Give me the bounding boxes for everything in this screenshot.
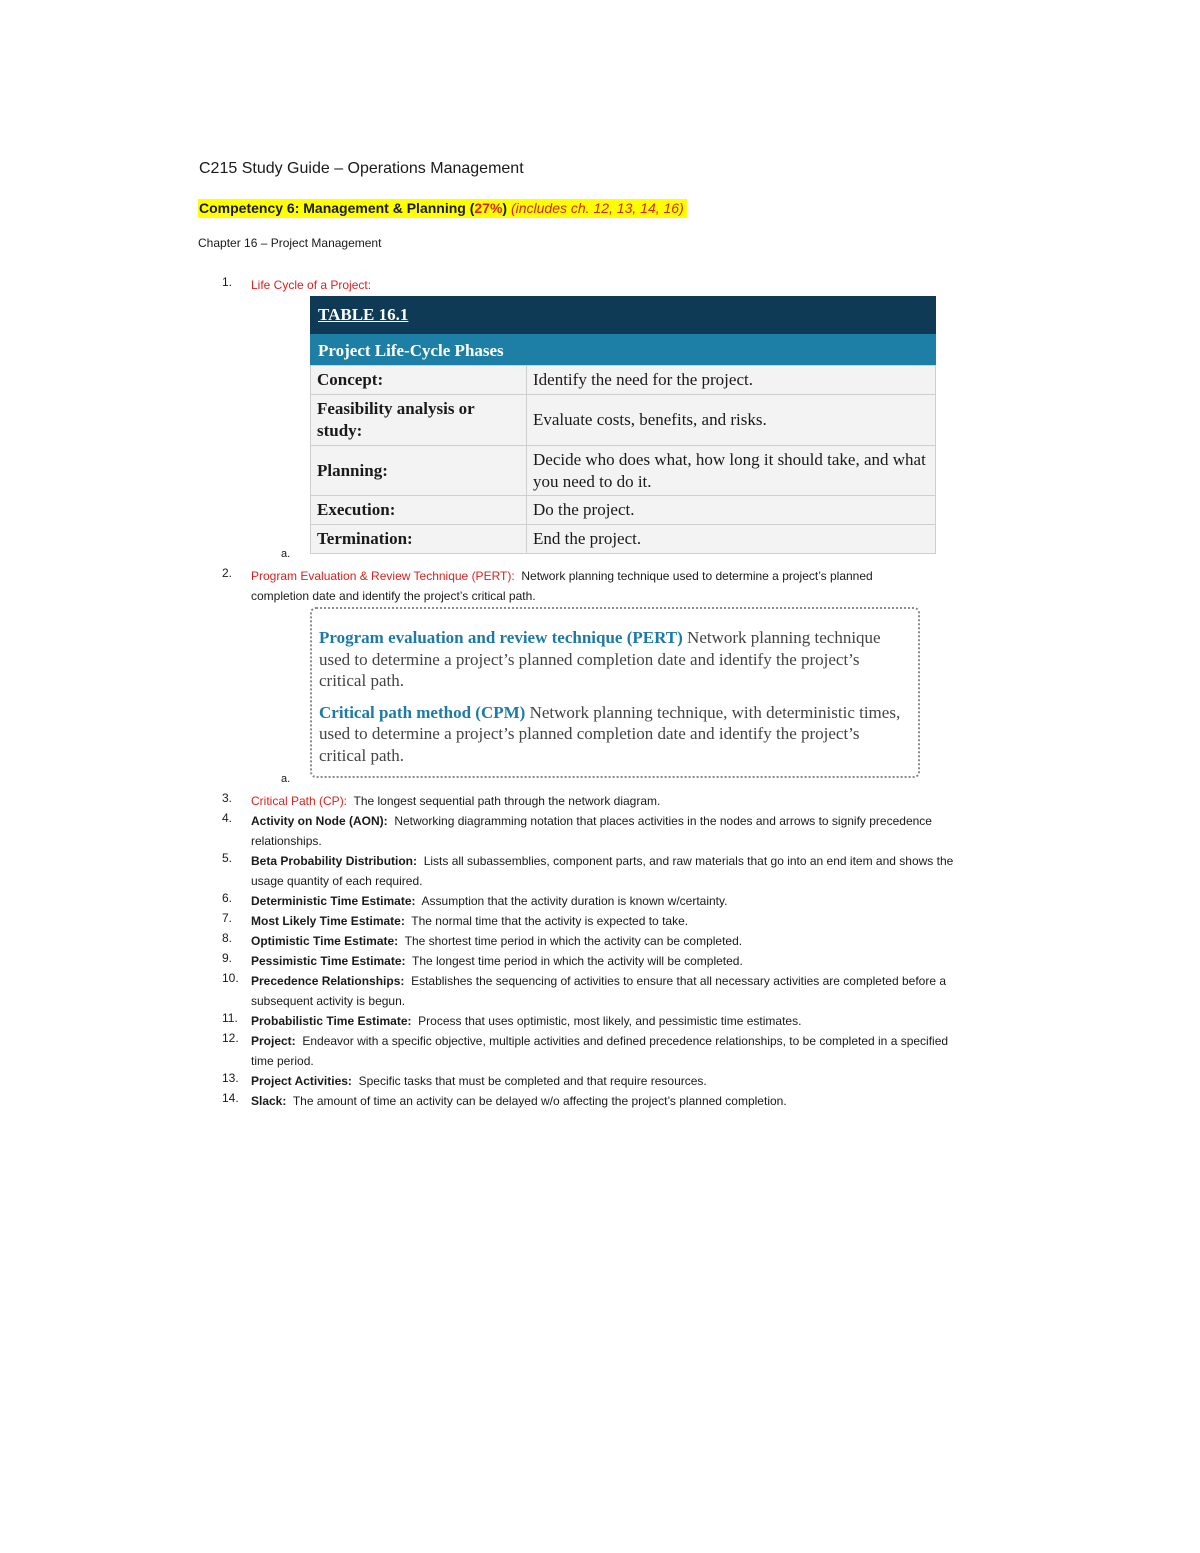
item-term: Probabilistic Time Estimate: — [251, 1014, 412, 1028]
item-number: 7. — [222, 911, 233, 925]
item-definition: Specific tasks that must be completed and that require resources. — [358, 1074, 707, 1088]
list-item — [251, 566, 926, 606]
item-definition: The shortest time period in which the activity can be completed. — [404, 934, 743, 948]
definition-text: Network planning technique, with deterministic times, used to determine a project’s planned completion date and identify the project’s critical path. — [319, 702, 901, 765]
phase-description: End the project. — [527, 525, 936, 554]
list-item — [251, 1011, 961, 1031]
item-number: 12. — [222, 1031, 239, 1045]
item-term: Critical Path (CP): — [251, 794, 348, 808]
table-label: TABLE 16.1 — [318, 305, 409, 324]
competency-heading — [198, 200, 687, 216]
phase-table — [310, 365, 936, 554]
item-number: 5. — [222, 851, 233, 865]
list-item — [251, 971, 961, 1011]
list-item — [251, 1031, 961, 1071]
list-item — [251, 1071, 961, 1091]
item-term: Life Cycle of a Project: — [251, 278, 372, 292]
item-number: 10. — [222, 971, 239, 985]
definition-paragraph — [319, 627, 910, 692]
list-item — [251, 275, 911, 295]
item-definition: The amount of time an activity can be delayed w/o affecting the project’s planned completion. — [292, 1094, 787, 1108]
item-number: 3. — [222, 791, 233, 805]
item-term: Activity on Node (AON): — [251, 814, 388, 828]
item-definition: Networking diagramming notation that places activities in the nodes and arrows to signify precedence relationships. — [251, 814, 932, 848]
list-item — [251, 951, 961, 971]
item-number: 4. — [222, 811, 233, 825]
phase-name: Termination: — [311, 525, 527, 554]
competency-includes: (includes ch. 12, 13, 14, 16) — [510, 200, 684, 216]
item-definition: Network planning technique used to determine a project’s planned completion date and identify the project’s critical path. — [251, 569, 873, 603]
item-term: Pessimistic Time Estimate: — [251, 954, 406, 968]
table-row — [311, 395, 936, 446]
item-number: 6. — [222, 891, 233, 905]
phase-description: Decide who does what, how long it should take, and what you need to do it. — [527, 446, 936, 496]
phase-name: Planning: — [311, 446, 527, 496]
sub-item-label: a. — [281, 773, 291, 785]
item-number: 2. — [222, 566, 233, 580]
item-term: Beta Probability Distribution: — [251, 854, 418, 868]
item-definition: The longest time period in which the activity will be completed. — [411, 954, 743, 968]
competency-label: Competency 6: Management & Planning ( — [199, 200, 475, 216]
item-term: Optimistic Time Estimate: — [251, 934, 399, 948]
item-term: Precedence Relationships: — [251, 974, 405, 988]
list-item — [251, 811, 961, 851]
item-number: 14. — [222, 1091, 239, 1105]
item-number: 9. — [222, 951, 233, 965]
item-definition: Endeavor with a specific objective, multiple activities and defined precedence relationships, to be completed in a specified time period. — [251, 1034, 949, 1068]
competency-close: ) — [502, 200, 508, 216]
competency-highlight — [198, 199, 687, 218]
sub-item-label: a. — [281, 548, 291, 560]
definitions-box — [310, 607, 920, 778]
list-item — [251, 1091, 961, 1111]
phase-description: Evaluate costs, benefits, and risks. — [527, 395, 936, 446]
phase-description: Do the project. — [527, 496, 936, 525]
table-label-bar — [310, 296, 936, 334]
table-row — [311, 366, 936, 395]
item-definition: Lists all subassemblies, component parts, and raw materials that go into an end item and shows the usage quantity of each required. — [251, 854, 954, 888]
table-16-1 — [310, 296, 936, 554]
list-item — [251, 791, 961, 811]
item-definition: Process that uses optimistic, most likely, and pessimistic time estimates. — [418, 1014, 802, 1028]
item-term: Project Activities: — [251, 1074, 352, 1088]
item-number: 1. — [222, 275, 233, 289]
list-item — [251, 851, 961, 891]
competency-percent: 27% — [474, 200, 503, 216]
definition-text: Network planning technique used to determine a project’s planned completion date and identify the project’s critical path. — [319, 628, 881, 690]
list-item — [251, 911, 961, 931]
item-definition: Assumption that the activity duration is known w/certainty. — [421, 894, 728, 908]
item-term: Slack: — [251, 1094, 287, 1108]
table-row — [311, 525, 936, 554]
chapter-heading: Chapter 16 – Project Management — [198, 236, 382, 250]
table-heading: Project Life-Cycle Phases — [310, 334, 936, 365]
definition-term: Program evaluation and review technique (PERT) — [319, 628, 683, 647]
list-item — [251, 891, 961, 911]
phase-name: Concept: — [311, 366, 527, 395]
item-definition: The longest sequential path through the network diagram. — [353, 794, 661, 808]
item-number: 13. — [222, 1071, 239, 1085]
item-term: Project: — [251, 1034, 296, 1048]
list-item — [251, 931, 961, 951]
item-term: Most Likely Time Estimate: — [251, 914, 405, 928]
definition-paragraph — [319, 702, 910, 767]
definition-term: Critical path method (CPM) — [319, 702, 526, 722]
document-title: C215 Study Guide – Operations Management — [199, 160, 524, 177]
phase-description: Identify the need for the project. — [527, 366, 936, 395]
phase-name: Feasibility analysis or study: — [311, 395, 527, 446]
item-definition: Establishes the sequencing of activities to ensure that all necessary activities are completed before a subsequent activity is begun. — [251, 974, 947, 1008]
item-definition: The normal time that the activity is expected to take. — [411, 914, 689, 928]
table-row — [311, 496, 936, 525]
item-term: Program Evaluation & Review Technique (PERT): — [251, 569, 515, 583]
table-row — [311, 446, 936, 496]
item-term: Deterministic Time Estimate: — [251, 894, 416, 908]
item-number: 11. — [222, 1011, 238, 1025]
phase-name: Execution: — [311, 496, 527, 525]
item-number: 8. — [222, 931, 233, 945]
